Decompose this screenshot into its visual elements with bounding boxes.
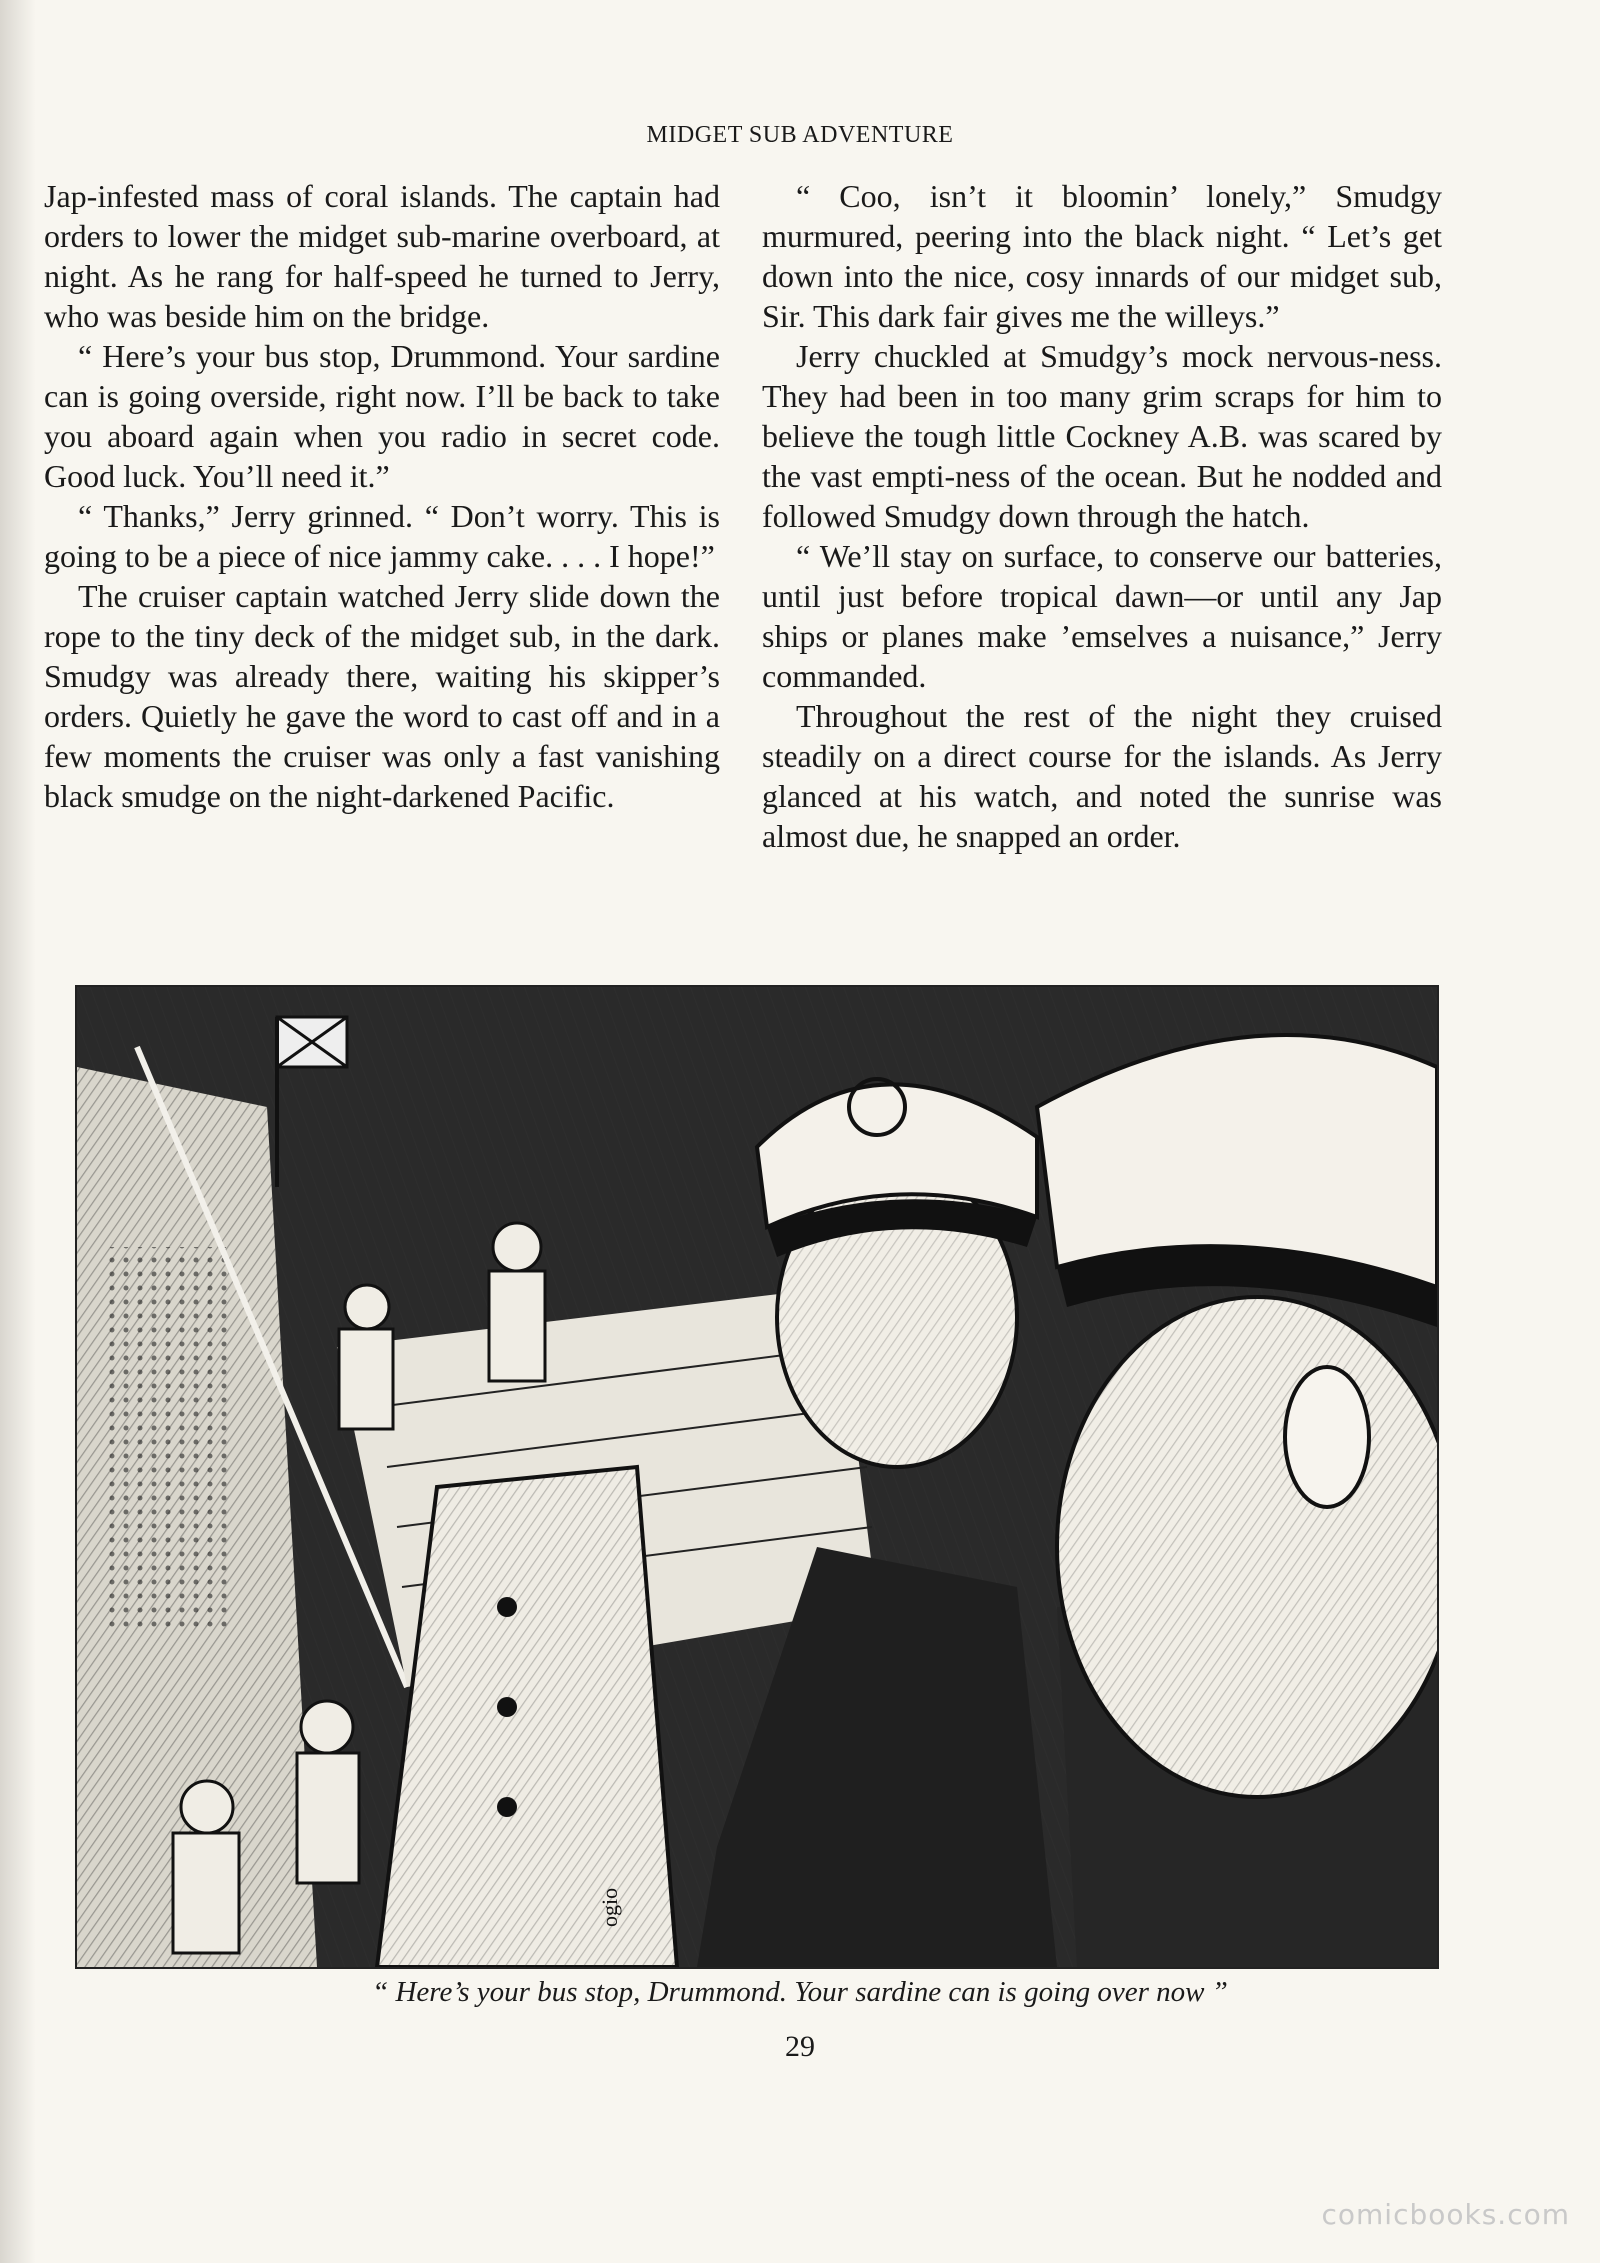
paragraph: Jap-infested mass of coral islands. The captain had orders to lower the midget sub-marine overboard, at night. As he rang for half-speed he turned to Jerry, who was beside him on the bridge. [44, 178, 720, 334]
sailor-figure [297, 1701, 359, 1883]
story-illustration [75, 985, 1439, 1969]
page-number: 29 [785, 2030, 815, 2063]
left-text-column [44, 176, 720, 816]
page-binding-shadow [0, 0, 36, 2263]
paragraph: “ We’ll stay on surface, to conserve our batteries, until just before tropical dawn—or until any Jap ships or planes make ’emselves a nuisance,” Jerry commanded. [762, 538, 1442, 694]
paragraph: The cruiser captain watched Jerry slide down the rope to the tiny deck of the midget sub, in the dark. Smudgy was already there, waiting his skipper’s orders. Quietly he gave the word to cast off and in a few moments the cruiser was only a fast vanishing black smudge on the night-darkened Pacific. [44, 578, 720, 814]
illustration-drawing [77, 987, 1437, 1967]
sailor-figure [339, 1285, 393, 1429]
paragraph: “ Here’s your bus stop, Drummond. Your sardine can is going overside, right now. I’ll be back to take you aboard again when you radio in secret code. Good luck. You’ll need it.” [44, 338, 720, 494]
sailor-figure [489, 1223, 545, 1381]
paragraph: “ Coo, isn’t it bloomin’ lonely,” Smudgy murmured, peering into the black night. “ Let’s get down into the nice, cosy innards of our midget sub, Sir. This dark fair gives me the willeys.” [762, 178, 1442, 334]
paragraph: “ Thanks,” Jerry grinned. “ Don’t worry. This is going to be a piece of nice jammy cake. . . . I hope!” [44, 498, 720, 574]
sailor-figure [173, 1781, 239, 1953]
paragraph: Jerry chuckled at Smudgy’s mock nervous-ness. They had been in too many grim scraps for him to believe the tough little Cockney A.B. was scared by the vast empti-ness of the ocean. But he nodded and followed Smudgy down through the hatch. [762, 338, 1442, 534]
illustration-caption: “ Here’s your bus stop, Drummond. Your sardine can is going over now ” [372, 1976, 1228, 2008]
paragraph: Throughout the rest of the night they cruised steadily on a direct course for the islands. As Jerry glanced at his watch, and noted the sunrise was almost due, he snapped an order. [762, 698, 1442, 854]
running-head: MIDGET SUB ADVENTURE [646, 122, 954, 148]
jerry-figure [1037, 1035, 1437, 1967]
watermark: comicbooks.com [1321, 2198, 1570, 2231]
right-text-column [762, 176, 1442, 856]
artist-signature: ogio [597, 1887, 622, 1927]
ear [1285, 1367, 1369, 1507]
